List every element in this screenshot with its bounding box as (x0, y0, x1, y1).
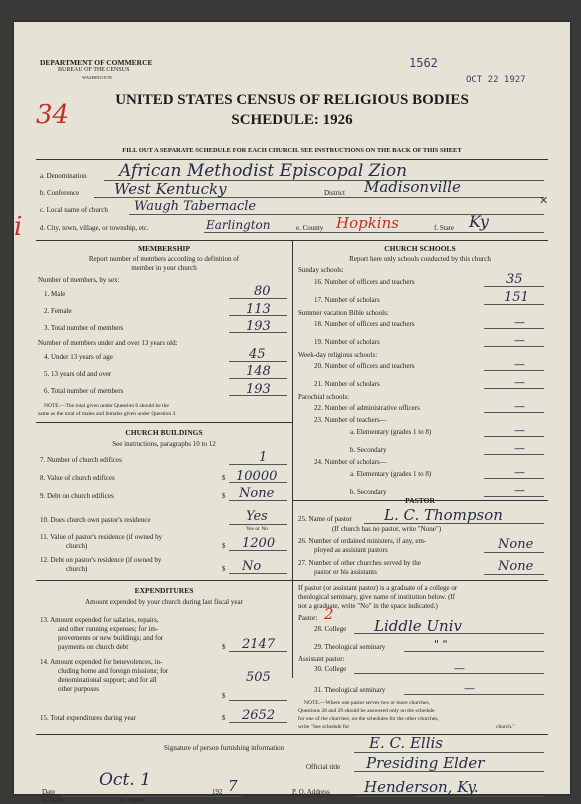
q12-label-2: church) (66, 565, 88, 573)
denomination-value: African Methodist Episcopal Zion (119, 161, 408, 181)
q14-value: 505 (246, 670, 271, 685)
county-label: e. County (296, 224, 324, 232)
q24b-label: b. Secondary (350, 488, 387, 496)
q3-value: 193 (246, 319, 271, 334)
city-town-label: d. City, town, village, or township, etc. (40, 224, 149, 232)
q30-label: 30. College (314, 665, 347, 673)
pastor-note-4: write "See schedule for (298, 724, 350, 730)
red-schedule-number: 34 (36, 100, 70, 130)
po-address-value: Henderson, Ky. (364, 778, 479, 796)
q1-value: 80 (254, 284, 271, 299)
expenditures-title: EXPENDITURES (134, 586, 194, 595)
conference-value: West Kentucky (114, 180, 227, 198)
q8-label: 8. Value of church edifices (40, 474, 115, 482)
district-value: Madisonville (364, 178, 461, 196)
q23a-label: a. Elementary (grades 1 to 8) (350, 428, 432, 436)
pastor-note-3: for one of the churches; on the schedules for the other churches, (298, 716, 439, 722)
conference-label: b. Conference (40, 189, 80, 197)
q22-label: 22. Number of administrative officers (314, 404, 420, 412)
q10-label: 10. Does church own pastor's residence (40, 516, 151, 524)
q6-label: 6. Total number of members (44, 387, 124, 395)
q11-label-1: 11. Value of pastor's residence (if owned by (40, 533, 163, 541)
q13-line-4: payments on church debt (58, 643, 129, 651)
form-number-2: 11—9684b (119, 798, 144, 804)
state-label: f. State (434, 224, 454, 232)
signature-label: Signature of person furnishing information (164, 744, 285, 752)
membership-intro-1: Report number of members according to definition of (88, 255, 240, 263)
q14-line-2: cluding home and foreign missions; for (58, 667, 169, 675)
official-title-value: Presiding Elder (366, 754, 485, 772)
q14-line-3: denominational support; and for all (58, 676, 157, 684)
by-age-label: Number of members under and over 13 years old: (38, 339, 178, 347)
q27-line-1: 27. Number of other churches served by the (298, 559, 421, 567)
q18-value: — (514, 316, 525, 329)
check-mark-icon: ✕ (539, 195, 549, 207)
schools-title: CHURCH SCHOOLS (384, 244, 456, 253)
local-name-value: Waugh Tabernacle (134, 199, 257, 214)
received-date-stamp: OCT 22 1927 (466, 75, 526, 85)
q14-line-4: other purposes (58, 685, 100, 693)
summer-label: Summer vacation Bible schools: (298, 309, 389, 317)
q8-dollar: $ (222, 474, 226, 482)
q26-line-1: 26. Number of ordained ministers, if any, em- (298, 537, 427, 545)
q5-label: 5. 13 years old and over (44, 370, 112, 378)
pastor-note-1: NOTE.—Where one pastor serves two or more churches, (304, 700, 430, 706)
q31-label: 31. Theological seminary (314, 686, 386, 694)
q13-line-2: and other running expenses; for im- (58, 625, 159, 633)
form-number: 9—5518a (42, 798, 64, 804)
yes-no-hint: Yes or No (246, 526, 269, 532)
q19-value: — (514, 334, 525, 347)
instruction-line: FILL OUT A SEPARATE SCHEDULE FOR EACH CHURCH. SEE INSTRUCTIONS ON THE BACK OF THIS SHEET (122, 147, 462, 154)
pastor-note-5: church." (496, 724, 515, 730)
membership-note-2: same as the total of males and females given under Question 3. (38, 411, 177, 417)
q27-value: None (498, 559, 534, 574)
q23b-label: b. Secondary (350, 446, 387, 454)
state-value: Ky (469, 212, 489, 231)
form-title: UNITED STATES CENSUS OF RELIGIOUS BODIES (115, 92, 469, 108)
graduate-note-2: theological seminary, give name of institution below. (If (298, 593, 456, 601)
weekday-label: Week-day religious schools: (298, 351, 378, 359)
city-label: WASHINGTON (82, 75, 112, 80)
county-value: Hopkins (336, 214, 399, 232)
po-address-label: P. O. Address (292, 788, 330, 796)
expenditures-intro: Amount expended by your church during last fiscal year (85, 598, 243, 606)
census-schedule-sheet (14, 22, 570, 804)
membership-note-1: NOTE.—The total given under Question 6 should be the (44, 403, 169, 409)
red-pastor-mark: 2 (324, 605, 334, 623)
q24-label: 24. Number of scholars— (314, 458, 387, 466)
q25-note: (If church has no pastor, write "None") (332, 525, 442, 533)
q16-value: 35 (506, 272, 523, 287)
q17-label: 17. Number of scholars (314, 296, 380, 304)
q20-label: 20. Number of officers and teachers (314, 362, 415, 370)
parochial-label: Parochial schools: (298, 393, 350, 401)
q2-label: 2. Female (44, 307, 72, 315)
q13-value: 2147 (242, 637, 276, 652)
q24a-value: — (514, 466, 525, 479)
q14-dollar: $ (222, 692, 226, 700)
q3-label: 3. Total number of members (44, 324, 124, 332)
membership-intro-2: member in your church (131, 264, 197, 272)
q4-label: 4. Under 13 years of age (44, 353, 113, 361)
department-label: DEPARTMENT OF COMMERCE (40, 58, 153, 67)
q18-label: 18. Number of officers and teachers (314, 320, 415, 328)
q24b-value: — (514, 484, 525, 497)
date-label: Date (42, 788, 56, 796)
q23b-value: — (514, 442, 525, 455)
q10-value: Yes (246, 509, 268, 524)
q13-line-1: 13. Amount expended for salaries, repairs, (40, 616, 159, 624)
q7-value: 1 (259, 450, 268, 465)
q29-label: 29. Theological seminary (314, 643, 386, 651)
buildings-intro: See instructions, paragraphs 10 to 12 (112, 440, 216, 448)
pastor-subheading: Pastor: (298, 614, 318, 622)
q28-value: Liddle Univ (374, 617, 462, 635)
q15-value: 2652 (242, 708, 276, 723)
q11-dollar: $ (222, 542, 226, 550)
q5-value: 148 (246, 364, 271, 379)
q27-line-2: pastor or his assistants (314, 568, 377, 576)
q12-label-1: 12. Debt on pastor's residence (if owned by (40, 556, 162, 564)
graduate-note-1: If pastor (or assistant pastor) is a graduate of a college or (298, 584, 458, 592)
q16-label: 16. Number of officers and teachers (314, 278, 415, 286)
local-name-label: c. Local name of church (40, 206, 108, 214)
q9-dollar: $ (222, 492, 226, 500)
sunday-label: Sunday schools: (298, 266, 344, 274)
assistant-subheading: Assistant pastor: (298, 655, 345, 663)
q12-dollar: $ (222, 565, 226, 573)
city-town-value: Earlington (206, 218, 271, 232)
q31-value: — (464, 682, 475, 695)
district-label: District (324, 189, 345, 197)
red-margin-mark: i (14, 212, 23, 242)
year-prefix: 192 (212, 788, 223, 796)
date-value: Oct. 1 (99, 770, 151, 790)
q25-value: L. C. Thompson (384, 506, 503, 524)
q14-line-1: 14. Amount expended for benevolences, in- (40, 658, 163, 666)
q23-label: 23. Number of teachers— (314, 416, 387, 424)
pastor-title: PASTOR (405, 496, 435, 505)
serial-number: 1562 (409, 56, 438, 70)
q7-label: 7. Number of church edifices (40, 456, 122, 464)
official-title-label: Official title (306, 763, 341, 771)
q22-value: — (514, 400, 525, 413)
q13-line-3: provements or new buildings; and for (58, 634, 164, 642)
q26-line-2: ployed as assistant pastors (314, 546, 388, 554)
q13-dollar: $ (222, 643, 226, 651)
denomination-label: a. Denomination (40, 172, 87, 180)
q4-value: 45 (249, 347, 266, 362)
q23a-value: — (514, 424, 525, 437)
schedule-title: SCHEDULE: 1926 (231, 112, 353, 128)
q8-value: 10000 (236, 469, 278, 484)
by-sex-label: Number of members, by sex: (38, 276, 120, 284)
q29-value: " " (434, 638, 448, 651)
q15-dollar: $ (222, 714, 226, 722)
q17-value: 151 (504, 290, 529, 305)
q21-value: — (514, 376, 525, 389)
q1-label: 1. Male (44, 290, 66, 298)
pastor-note-2: Questions 28 and 29 should be answered only on the schedule (298, 708, 435, 714)
q26-value: None (498, 537, 534, 552)
q11-label-2: church) (66, 542, 88, 550)
q19-label: 19. Number of scholars (314, 338, 380, 346)
q24a-label: a. Elementary (grades 1 to 8) (350, 470, 432, 478)
year-value: 7 (228, 777, 238, 795)
q11-value: 1200 (242, 536, 276, 551)
q30-value: — (454, 662, 465, 675)
q15-label: 15. Total expenditures during year (40, 714, 136, 722)
q9-value: None (239, 486, 275, 501)
q20-value: — (514, 358, 525, 371)
q9-label: 9. Debt on church edifices (40, 492, 114, 500)
graduate-note-3: not a graduate, write "No" in the space indicated.) (298, 602, 438, 610)
buildings-title: CHURCH BUILDINGS (125, 428, 203, 437)
signature-value: E. C. Ellis (369, 734, 444, 752)
q2-value: 113 (246, 302, 271, 317)
bureau-label: BUREAU OF THE CENSUS (58, 67, 130, 73)
membership-title: MEMBERSHIP (137, 244, 191, 253)
schools-intro: Report here only schools conducted by this church (349, 255, 491, 263)
q12-value: No (242, 559, 262, 574)
q25-label: 25. Name of pastor (298, 515, 352, 523)
q6-value: 193 (246, 382, 271, 397)
q28-label: 28. College (314, 625, 347, 633)
q21-label: 21. Number of scholars (314, 380, 380, 388)
